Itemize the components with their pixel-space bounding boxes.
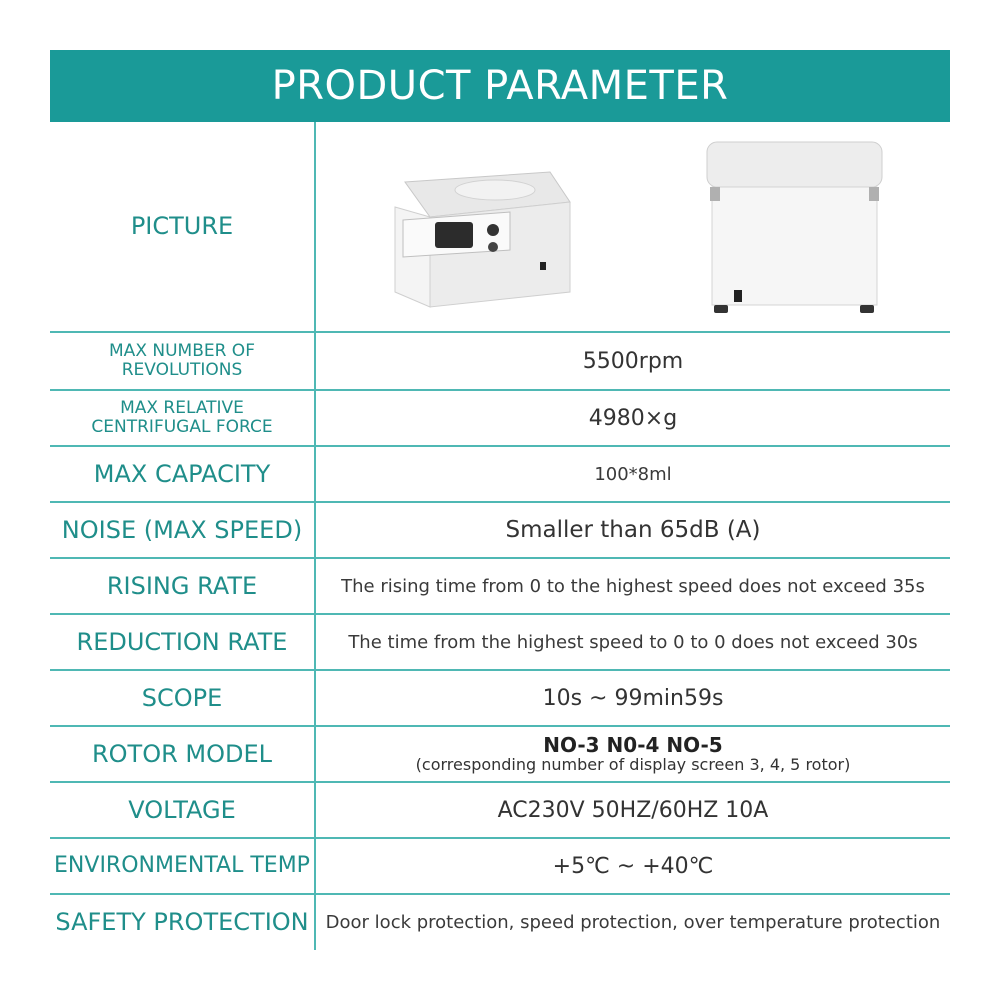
- label-max-rcf: [50, 390, 315, 446]
- label-reduction-rate: REDUCTION RATE: [50, 614, 315, 670]
- centrifuge-side-image: [692, 132, 892, 322]
- label-scope: SCOPE: [50, 670, 315, 726]
- value-max-capacity: 100*8ml: [315, 446, 950, 502]
- label-rotor-model: ROTOR MODEL: [50, 726, 315, 782]
- label-rising-rate: RISING RATE: [50, 558, 315, 614]
- value-max-revolutions: 5500rpm: [315, 332, 950, 390]
- table-row: [50, 558, 950, 614]
- value-rotor-model: [315, 726, 950, 782]
- value-environmental-temp: +5℃ ~ +40℃: [315, 838, 950, 894]
- value-voltage: AC230V 50HZ/60HZ 10A: [315, 782, 950, 838]
- label-voltage: VOLTAGE: [50, 782, 315, 838]
- label-line: MAX RELATIVE: [120, 398, 244, 419]
- centrifuge-front-image: [375, 132, 575, 322]
- value-noise: Smaller than 65dB (A): [315, 502, 950, 558]
- label-line: CENTRIFUGAL FORCE: [91, 417, 273, 437]
- value-rising-rate: The rising time from 0 to the highest speed does not exceed 35s: [315, 558, 950, 614]
- value-reduction-rate: The time from the highest speed to 0 to 0 does not exceed 30s: [315, 614, 950, 670]
- parameter-sheet: [50, 50, 950, 950]
- label-line: MAX NUMBER OF: [109, 341, 255, 362]
- label-max-revolutions: [50, 332, 315, 390]
- table-row: [50, 838, 950, 894]
- label-environmental-temp: ENVIRONMENTAL TEMP: [50, 838, 315, 894]
- value-max-rcf: 4980×g: [315, 390, 950, 446]
- label-picture: PICTURE: [50, 122, 315, 332]
- table-row: [50, 894, 950, 950]
- label-line: REVOLUTIONS: [121, 360, 243, 380]
- table-row: [50, 332, 950, 390]
- table-row: [50, 502, 950, 558]
- table-row: [50, 726, 950, 782]
- table-row: [50, 446, 950, 502]
- label-max-capacity: MAX CAPACITY: [50, 446, 315, 502]
- picture-cell: [315, 122, 950, 332]
- value-scope: 10s ~ 99min59s: [315, 670, 950, 726]
- page-title: PRODUCT PARAMETER: [50, 50, 950, 122]
- rotor-model-main: NO-3 N0-4 NO-5: [543, 732, 723, 757]
- table-row-picture: [50, 122, 950, 332]
- table-row: [50, 390, 950, 446]
- parameter-table: [50, 122, 950, 950]
- label-noise: NOISE (MAX SPEED): [50, 502, 315, 558]
- value-safety-protection: Door lock protection, speed protection, over temperature protection: [325, 912, 941, 933]
- label-safety-protection: SAFETY PROTECTION: [50, 894, 315, 950]
- table-row: [50, 614, 950, 670]
- rotor-model-note: (corresponding number of display screen 3, 4, 5 rotor): [415, 754, 851, 774]
- table-row: [50, 670, 950, 726]
- table-row: [50, 782, 950, 838]
